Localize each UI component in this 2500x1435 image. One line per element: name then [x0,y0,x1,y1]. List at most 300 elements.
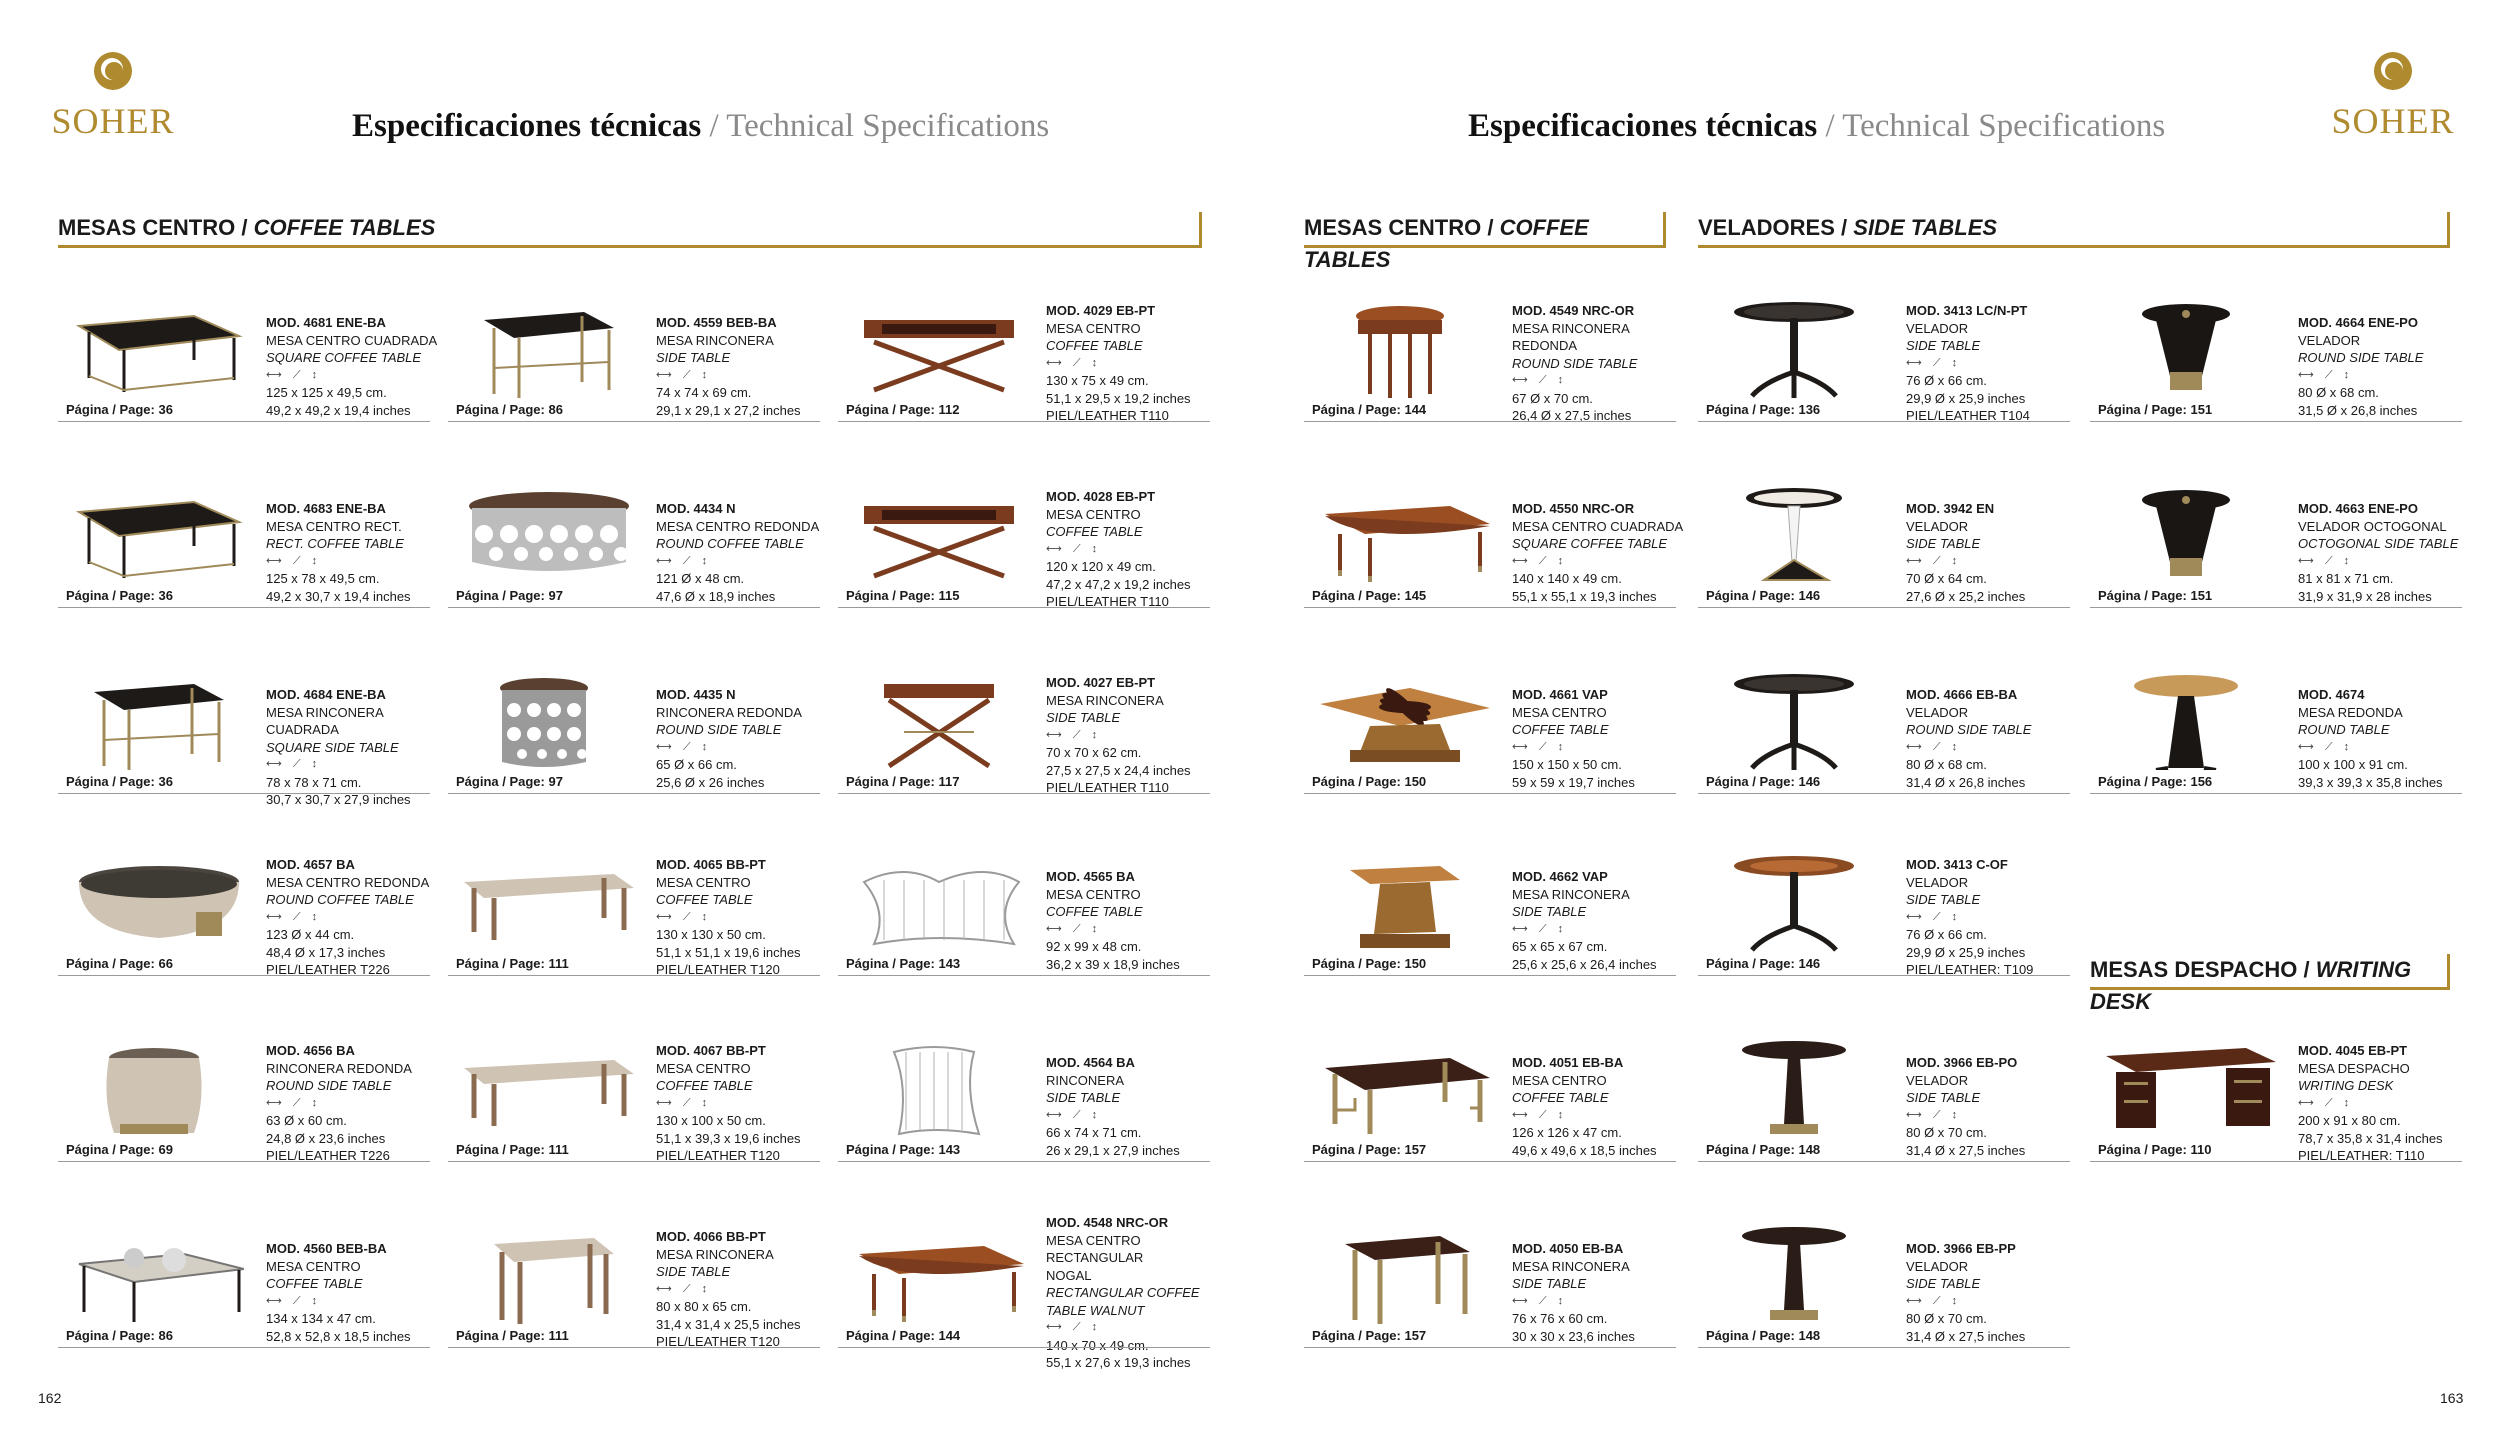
product-image [64,484,244,584]
product-dimensions-inches: 36,2 x 39 x 18,9 inches [1046,956,1180,972]
dimension-icons: ⟷ ⟋ ↕ [1512,554,1568,567]
product-spec [656,686,846,791]
product-page-ref[interactable]: Página / Page: 36 [66,402,173,417]
product-dimensions-cm: 140 x 140 x 49 cm. [1512,571,1622,586]
product-dimensions-cm: 80 Ø x 70 cm. [1906,1311,1987,1326]
product-item[interactable] [838,1188,1210,1370]
product-spec [1046,868,1236,973]
product-dimensions-inches: 29,9 Ø x 25,9 inches [1906,944,2026,960]
product-dimensions-inches: 27,6 Ø x 25,2 inches [1906,588,2026,604]
product-image [454,852,634,952]
product-leather: PIEL/LEATHER T226 [266,962,390,977]
product-spec [1906,1054,2096,1159]
product-dimensions-inches: 25,6 Ø x 26 inches [656,774,765,790]
product-spec [1512,686,1702,791]
page-title-right: Especificaciones técnicas / Technical Specifications [1468,108,2166,144]
product-item[interactable] [2090,448,2462,608]
divider [448,1161,820,1162]
product-page-ref[interactable]: Página / Page: 157 [1312,1142,1427,1157]
divider [838,1347,1210,1348]
product-page-ref[interactable]: Página / Page: 148 [1706,1142,1821,1157]
product-picture [1310,1224,1490,1324]
dimension-icons: ⟷ ⟋ ↕ [656,740,712,753]
divider [58,607,430,608]
product-item[interactable] [1698,448,2070,608]
product-name-es: MESA CENTRO [1046,506,1141,522]
product-item[interactable] [1304,634,1676,794]
product-dimensions-cm: 121 Ø x 48 cm. [656,571,745,586]
dimension-icons: ⟷ ⟋ ↕ [1906,1294,1962,1307]
product-image [844,852,1024,952]
product-page-ref[interactable]: Página / Page: 146 [1706,774,1821,789]
product-image [844,670,1024,770]
product-item[interactable] [448,448,820,608]
product-dimensions-cm: 130 x 75 x 49 cm. [1046,373,1149,388]
product-page-ref[interactable]: Página / Page: 111 [456,956,569,971]
product-name-en: COFFEE TABLE [1046,524,1143,539]
product-name-es: MESA RINCONERA [656,332,774,348]
product-dimensions-inches: 49,2 x 30,7 x 19,4 inches [266,588,411,604]
product-picture [1704,484,1884,584]
product-model: MOD. 4029 EB-PT [1046,303,1156,318]
product-model: MOD. 4027 EB-PT [1046,675,1156,690]
product-item[interactable] [58,816,430,976]
product-image [844,484,1024,584]
divider [1304,421,1676,422]
product-name-en: COFFEE TABLE [656,1078,753,1093]
divider [448,421,820,422]
product-name-en: SIDE TABLE [1046,1090,1121,1105]
divider [448,793,820,794]
product-name-es: MESA RINCONERA [1512,886,1630,902]
product-spec [656,314,846,419]
product-name-es: RINCONERA REDONDA [266,1060,412,1076]
product-model: MOD. 3942 EN [1906,501,1995,516]
product-dimensions-inches: 52,8 x 52,8 x 18,5 inches [266,1328,411,1344]
brand-logo-left [38,52,188,142]
product-name-en: ROUND SIDE TABLE [2298,350,2424,365]
product-page-ref[interactable]: Página / Page: 112 [846,402,960,417]
product-image [454,484,634,584]
product-page-ref[interactable]: Página / Page: 36 [66,774,173,789]
product-image [2096,1038,2276,1138]
product-name-es: MESA CENTRO RECTANGULAR [1046,1232,1144,1265]
dimension-icons: ⟷ ⟋ ↕ [1906,554,1962,567]
product-model: MOD. 4674 [2298,687,2365,702]
product-name-es: MESA RINCONERA [1512,320,1630,336]
product-page-ref[interactable]: Página / Page: 111 [456,1328,569,1343]
product-dimensions-inches: 47,2 x 47,2 x 19,2 inches [1046,576,1191,592]
product-page-ref[interactable]: Página / Page: 146 [1706,956,1821,971]
product-page-ref[interactable]: Página / Page: 144 [846,1328,961,1343]
product-image [1704,298,1884,398]
product-item[interactable] [838,634,1210,794]
product-dimensions-cm: 65 Ø x 66 cm. [656,757,737,772]
product-dimensions-cm: 123 Ø x 44 cm. [266,927,355,942]
product-page-ref[interactable]: Página / Page: 115 [846,588,960,603]
product-dimensions-inches: 31,4 Ø x 26,8 inches [1906,774,2026,790]
dimension-icons: ⟷ ⟋ ↕ [1512,374,1568,386]
product-name-es: VELADOR [1906,320,1969,336]
section-writing-desk: MESAS DESPACHO / WRITING DESK [2090,954,2450,990]
product-spec [1046,674,1236,797]
product-page-ref[interactable]: Página / Page: 36 [66,588,173,603]
product-spec [1906,1240,2096,1345]
dimension-icons: ⟷ ⟋ ↕ [266,758,322,770]
dimension-icons: ⟷ ⟋ ↕ [1512,922,1568,935]
product-model: MOD. 4664 ENE-PO [2298,315,2418,330]
product-image [1310,1224,1490,1324]
brand-logo-right [2318,52,2468,142]
product-dimensions-inches: 49,2 x 49,2 x 19,4 inches [266,402,411,418]
product-model: MOD. 4067 BB-PT [656,1043,766,1058]
product-picture [1310,852,1490,952]
product-page-ref[interactable]: Página / Page: 150 [1312,774,1427,789]
product-dimensions-inches: 49,6 x 49,6 x 18,5 inches [1512,1142,1657,1158]
product-dimensions-inches: 30,7 x 30,7 x 27,9 inches [266,792,411,807]
product-item[interactable] [58,1002,430,1162]
dimension-icons: ⟷ ⟋ ↕ [1906,1108,1962,1121]
product-model: MOD. 4681 ENE-BA [266,315,386,330]
product-image [64,1038,244,1138]
product-dimensions-cm: 120 x 120 x 49 cm. [1046,559,1156,574]
product-name-en: SIDE TABLE [1046,710,1121,725]
divider [838,793,1210,794]
product-image [2096,484,2276,584]
product-page-ref[interactable]: Página / Page: 145 [1312,588,1427,603]
product-name-en: SIDE TABLE [1512,1276,1587,1291]
product-name-es: MESA CENTRO REDONDA [656,518,820,534]
product-dimensions-cm: 76 Ø x 66 cm. [1906,927,1987,942]
product-picture [454,1038,634,1138]
product-name-en: SQUARE COFFEE TABLE [1512,536,1668,551]
product-name-en: RECT. COFFEE TABLE [266,536,404,551]
product-spec [2298,314,2488,419]
product-item[interactable] [448,1002,820,1162]
product-picture [64,1038,244,1138]
divider [1698,1161,2070,1162]
product-picture [1704,298,1884,398]
product-item[interactable] [2090,1002,2462,1162]
dimension-icons: ⟷ ⟋ ↕ [656,368,712,381]
product-dimensions-inches: 26 x 29,1 x 27,9 inches [1046,1142,1180,1158]
dimension-icons: ⟷ ⟋ ↕ [1046,1108,1102,1121]
product-spec [266,500,456,605]
product-name-es: VELADOR [2298,332,2361,348]
product-page-ref[interactable]: Página / Page: 110 [2098,1142,2212,1157]
brand-wordmark: SOHER [2331,101,2455,141]
product-item[interactable] [1304,1002,1676,1162]
product-spec [266,686,456,809]
divider [1304,607,1676,608]
product-name-en: SIDE TABLE [1906,1090,1981,1105]
product-page-ref[interactable]: Página / Page: 144 [1312,402,1427,417]
product-dimensions-cm: 134 x 134 x 47 cm. [266,1311,376,1326]
product-spec [656,856,846,979]
product-name-es: MESA CENTRO CUADRADA [266,332,438,348]
product-dimensions-inches: 55,1 x 55,1 x 19,3 inches [1512,588,1657,604]
product-picture [844,484,1024,584]
product-item[interactable] [838,816,1210,976]
product-dimensions-inches: 25,6 x 25,6 x 26,4 inches [1512,956,1657,972]
product-dimensions-cm: 140 x 70 x 49 cm. [1046,1337,1149,1353]
product-page-ref[interactable]: Página / Page: 66 [66,956,173,971]
product-item[interactable] [838,262,1210,422]
product-dimensions-inches: 29,9 Ø x 25,9 inches [1906,390,2026,406]
dimension-icons: ⟷ ⟋ ↕ [266,554,322,567]
product-name-en: ROUND COFFEE TABLE [266,892,414,907]
product-page-ref[interactable]: Página / Page: 148 [1706,1328,1821,1343]
product-picture [1310,484,1490,584]
product-image [1310,1038,1490,1138]
product-picture [844,852,1024,952]
product-item[interactable] [448,816,820,976]
product-name-en: SIDE TABLE [656,1264,731,1279]
product-leather: PIEL/LEATHER T110 [1046,594,1169,609]
product-item[interactable] [1698,1002,2070,1162]
dimension-icons: ⟷ ⟋ ↕ [1906,356,1962,369]
product-image [1704,1224,1884,1324]
product-name-en: ROUND SIDE TABLE [266,1078,392,1093]
product-item[interactable] [1698,634,2070,794]
section-side-tables: VELADORES / SIDE TABLES [1698,212,2450,248]
product-image [64,670,244,770]
product-item[interactable] [2090,262,2462,422]
product-name-es-2: REDONDA [1512,338,1578,353]
product-name-es: MESA CENTRO REDONDA [266,874,430,890]
product-item[interactable] [1698,1188,2070,1348]
dimension-icons: ⟷ ⟋ ↕ [1046,1321,1102,1333]
product-page-ref[interactable]: Página / Page: 136 [1706,402,1821,417]
product-model: MOD. 4657 BA [266,857,355,872]
product-name-en: ROUND SIDE TABLE [1512,355,1638,371]
product-picture [1704,1224,1884,1324]
product-spec [266,1240,456,1345]
product-picture [64,298,244,398]
product-page-ref[interactable]: Página / Page: 117 [846,774,960,789]
product-spec [1512,1240,1702,1345]
product-name-en: COFFEE TABLE [1046,904,1143,919]
product-dimensions-cm: 130 x 100 x 50 cm. [656,1113,766,1128]
product-page-ref[interactable]: Página / Page: 111 [456,1142,569,1157]
product-item[interactable] [58,1188,430,1348]
product-name-es: MESA CENTRO RECT. [266,518,402,534]
product-item[interactable] [58,262,438,422]
dimension-icons: ⟷ ⟋ ↕ [1512,1108,1568,1121]
divider [1304,975,1676,976]
product-spec [656,1228,846,1351]
product-name-en: RECTANGULAR COFFEE [1046,1285,1200,1300]
product-leather: PIEL/LEATHER: T109 [1906,962,2034,977]
divider [1304,793,1676,794]
product-dimensions-cm: 125 x 125 x 49,5 cm. [266,385,387,400]
dimension-icons: ⟷ ⟋ ↕ [2298,368,2354,381]
product-image [844,1224,1024,1324]
product-model: MOD. 4550 NRC-OR [1512,501,1635,516]
product-model: MOD. 4662 VAP [1512,869,1608,884]
product-item[interactable] [448,634,820,794]
divider [2090,607,2462,608]
product-name-es: MESA REDONDA [2298,704,2403,720]
product-item[interactable] [448,262,820,422]
product-dimensions-cm: 100 x 100 x 91 cm. [2298,757,2408,772]
product-item[interactable] [838,448,1210,608]
divider [58,975,430,976]
divider [1304,1347,1676,1348]
divider [1698,421,2070,422]
product-name-es: MESA CENTRO CUADRADA [1512,518,1684,534]
product-image [1704,484,1884,584]
product-name-en: ROUND SIDE TABLE [656,722,782,737]
product-picture [2096,298,2276,398]
product-name-en: ROUND COFFEE TABLE [656,536,804,551]
divider [2090,793,2462,794]
product-model: MOD. 3413 C-OF [1906,857,2008,872]
product-model: MOD. 3966 EB-PP [1906,1241,2016,1256]
product-leather: PIEL/LEATHER T110 [1046,408,1169,423]
product-item[interactable] [1304,816,1676,976]
product-model: MOD. 4050 EB-BA [1512,1241,1624,1256]
product-name-es: MESA CENTRO [1046,886,1141,902]
product-spec [2298,686,2488,791]
product-item[interactable] [1698,262,2070,422]
product-leather: PIEL/LEATHER T120 [656,1334,780,1349]
product-model: MOD. 4051 EB-BA [1512,1055,1624,1070]
product-item[interactable] [2090,634,2462,794]
product-name-es: MESA RINCONERA [1512,1258,1630,1274]
product-picture [454,852,634,952]
product-dimensions-cm: 63 Ø x 60 cm. [266,1113,347,1128]
product-name-es: VELADOR OCTOGONAL [2298,518,2447,534]
divider [448,607,820,608]
divider [2090,1161,2462,1162]
product-picture [1310,298,1490,398]
product-image [454,670,634,770]
divider [838,607,1210,608]
product-picture [64,1224,244,1324]
product-name-en: COFFEE TABLE [656,892,753,907]
product-dimensions-inches: 59 x 59 x 19,7 inches [1512,774,1635,790]
product-page-ref[interactable]: Página / Page: 143 [846,1142,961,1157]
product-name-es: MESA RINCONERA [1046,692,1164,708]
product-dimensions-cm: 78 x 78 x 71 cm. [266,774,362,790]
product-name-es: MESA CENTRO [1046,320,1141,336]
product-dimensions-inches: 51,1 x 51,1 x 19,6 inches [656,944,801,960]
product-model: MOD. 4564 BA [1046,1055,1135,1070]
product-name-es: RINCONERA REDONDA [656,704,802,720]
product-image [454,1038,634,1138]
product-spec [656,500,846,605]
product-model: MOD. 3413 LC/N-PT [1906,303,2028,318]
product-spec [1512,1054,1702,1159]
product-page-ref[interactable]: Página / Page: 97 [456,588,563,603]
product-picture [454,298,634,398]
divider [2090,421,2462,422]
product-item[interactable] [58,634,430,807]
product-page-ref[interactable]: Página / Page: 151 [2098,402,2213,417]
product-image [64,298,244,398]
product-dimensions-cm: 125 x 78 x 49,5 cm. [266,571,380,586]
product-page-ref[interactable]: Página / Page: 150 [1312,956,1427,971]
product-name-en: SIDE TABLE [656,350,731,365]
product-spec [1906,686,2096,791]
product-page-ref[interactable]: Página / Page: 69 [66,1142,173,1157]
product-picture [454,484,634,584]
product-image [1310,852,1490,952]
dimension-icons: ⟷ ⟋ ↕ [1512,1294,1568,1307]
product-item[interactable] [448,1188,820,1348]
dimension-icons: ⟷ ⟋ ↕ [1046,922,1102,935]
product-item[interactable] [1304,262,1676,422]
divider [448,1347,820,1348]
dimension-icons: ⟷ ⟋ ↕ [2298,1096,2354,1109]
product-item[interactable] [838,1002,1210,1162]
product-item[interactable] [58,448,430,608]
product-picture [454,1224,634,1324]
product-name-es: VELADOR [1906,704,1969,720]
product-image [1704,852,1884,952]
product-image [1310,298,1490,398]
product-spec [1512,868,1702,973]
product-picture [2096,1038,2276,1138]
product-spec [2298,1042,2488,1165]
product-spec [1046,1054,1236,1159]
brand-mark-icon [2374,52,2412,90]
product-page-ref[interactable]: Página / Page: 86 [456,402,563,417]
product-name-en: COFFEE TABLE [1046,338,1143,353]
product-page-ref[interactable]: Página / Page: 97 [456,774,563,789]
product-page-ref[interactable]: Página / Page: 157 [1312,1328,1427,1343]
product-model: MOD. 4656 BA [266,1043,355,1058]
product-picture [1704,670,1884,770]
dimension-icons: ⟷ ⟋ ↕ [1046,542,1102,555]
divider [1304,1161,1676,1162]
product-name-en: WRITING DESK [2298,1078,2394,1093]
product-model: MOD. 4559 BEB-BA [656,315,777,330]
product-dimensions-cm: 65 x 65 x 67 cm. [1512,939,1608,954]
product-page-ref[interactable]: Página / Page: 146 [1706,588,1821,603]
divider [58,1161,430,1162]
product-dimensions-cm: 80 x 80 x 65 cm. [656,1299,752,1314]
product-item[interactable] [1304,448,1684,608]
product-model: MOD. 4661 VAP [1512,687,1608,702]
product-item[interactable] [1698,816,2070,976]
product-spec [266,1042,456,1165]
product-image [64,852,244,952]
product-dimensions-cm: 74 x 74 x 69 cm. [656,385,752,400]
product-dimensions-cm: 80 Ø x 68 cm. [2298,385,2379,400]
product-page-ref[interactable]: Página / Page: 143 [846,956,961,971]
product-page-ref[interactable]: Página / Page: 86 [66,1328,173,1343]
product-page-ref[interactable]: Página / Page: 156 [2098,774,2213,789]
product-name-es: MESA CENTRO [1512,704,1607,720]
section-coffee-tables-left: MESAS CENTRO / COFFEE TABLES [58,212,1202,248]
product-spec [266,856,456,979]
product-name-en: ROUND TABLE [2298,722,2390,737]
product-picture [454,670,634,770]
product-name-en: OCTOGONAL SIDE TABLE [2298,536,2459,551]
product-model: MOD. 4028 EB-PT [1046,489,1156,504]
product-name-es: MESA RINCONERA [656,1246,774,1262]
product-item[interactable] [1304,1188,1676,1348]
product-dimensions-inches: 31,5 Ø x 26,8 inches [2298,402,2418,418]
product-leather: PIEL/LEATHER T120 [656,962,780,977]
product-dimensions-inches: 31,4 Ø x 27,5 inches [1906,1142,2026,1158]
product-model: MOD. 4435 N [656,687,736,702]
product-spec [1906,302,2096,425]
page-number-left: 162 [38,1390,62,1406]
product-page-ref[interactable]: Página / Page: 151 [2098,588,2213,603]
